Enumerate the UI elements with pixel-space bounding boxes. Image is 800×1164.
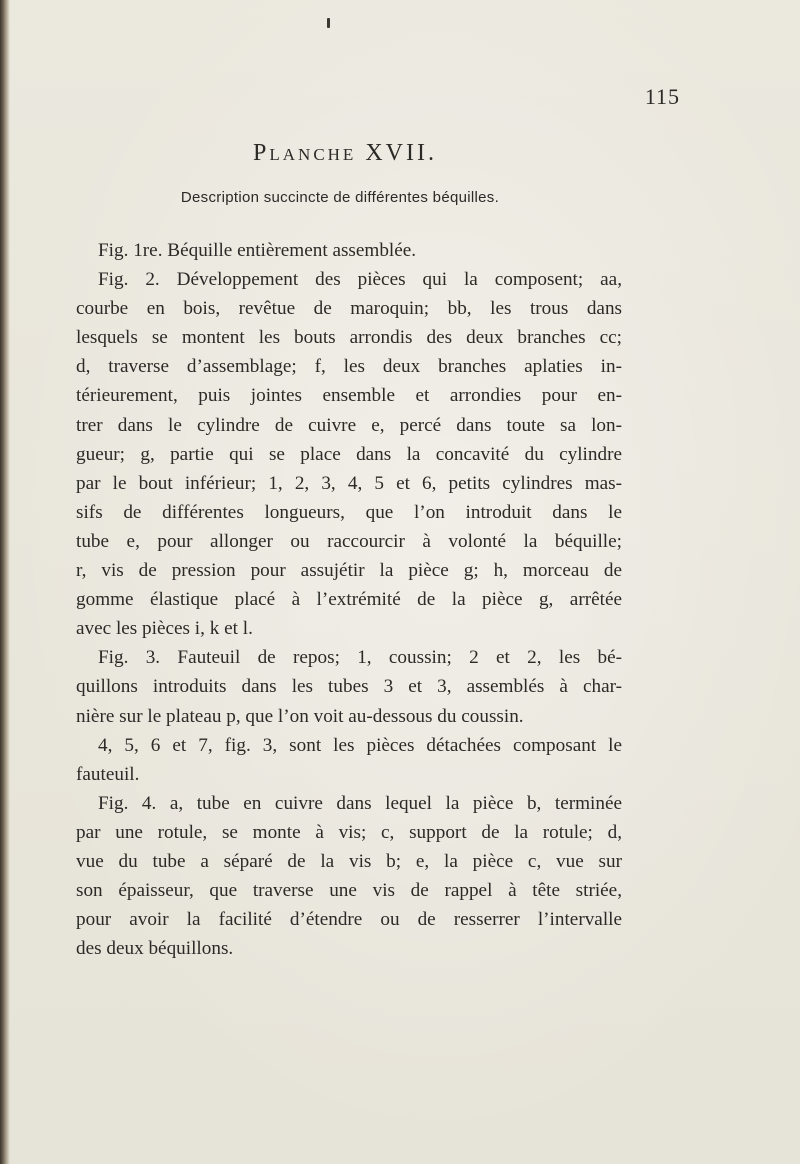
- paragraph: [76, 789, 622, 964]
- text-line: quillons introduits dans les tubes 3 et 3, assemblés à char-: [76, 676, 622, 698]
- paragraph: [76, 731, 622, 789]
- paragraph: [76, 643, 622, 730]
- plate-subtitle: Description succincte de différentes béquilles.: [180, 189, 500, 206]
- text-line: sifs de différentes longueurs, que l’on introduit dans le: [76, 501, 622, 523]
- text-line: vue du tube a séparé de la vis b; e, la pièce c, vue sur: [76, 850, 622, 872]
- text-line: gueur; g, partie qui se place dans la concavité du cylindre: [76, 443, 622, 465]
- plate-description-text: [76, 236, 622, 963]
- paragraph: [76, 236, 622, 265]
- text-line: d, traverse d’assemblage; f, les deux branches aplaties in-: [76, 356, 622, 378]
- binding-edge: [0, 0, 10, 1164]
- text-line: son épaisseur, que traverse une vis de rappel à tête striée,: [76, 880, 622, 902]
- plate-title: Planche XVII.: [253, 140, 437, 166]
- text-line: gomme élastique placé à l’extrémité de la pièce g, arrêtée: [76, 589, 622, 611]
- text-line: lesquels se montent les bouts arrondis des deux branches cc;: [76, 327, 622, 349]
- ink-speck: [327, 18, 330, 28]
- text-line: avec les pièces i, k et l.: [76, 618, 253, 640]
- text-line: pour avoir la facilité d’étendre ou de resserrer l’intervalle: [76, 909, 622, 931]
- text-line: nière sur le plateau p, que l’on voit au-dessous du coussin.: [76, 705, 524, 727]
- text-line: térieurement, puis jointes ensemble et arrondies pour en-: [76, 385, 622, 407]
- text-line: Fig. 4. a, tube en cuivre dans lequel la pièce b, terminée: [98, 792, 622, 814]
- text-line: par le bout inférieur; 1, 2, 3, 4, 5 et 6, petits cylindres mas-: [76, 472, 622, 494]
- text-line: trer dans le cylindre de cuivre e, percé dans toute sa lon-: [76, 414, 622, 436]
- text-line: tube e, pour allonger ou raccourcir à volonté la béquille;: [76, 530, 622, 552]
- text-line: r, vis de pression pour assujétir la pièce g; h, morceau de: [76, 560, 622, 582]
- text-line: Fig. 2. Développement des pièces qui la composent; aa,: [98, 269, 622, 291]
- text-line: par une rotule, se monte à vis; c, support de la rotule; d,: [76, 821, 622, 843]
- text-line: courbe en bois, revêtue de maroquin; bb, les trous dans: [76, 298, 622, 320]
- text-line: Fig. 3. Fauteuil de repos; 1, coussin; 2 et 2, les bé-: [98, 647, 622, 669]
- page-number: 115: [644, 84, 680, 109]
- text-line: 4, 5, 6 et 7, fig. 3, sont les pièces détachées composant le: [98, 734, 622, 756]
- text-line: Fig. 1re. Béquille entièrement assemblée.: [98, 240, 417, 261]
- paragraph: [76, 265, 622, 643]
- text-line: fauteuil.: [76, 763, 140, 785]
- text-line: des deux béquillons.: [76, 938, 234, 960]
